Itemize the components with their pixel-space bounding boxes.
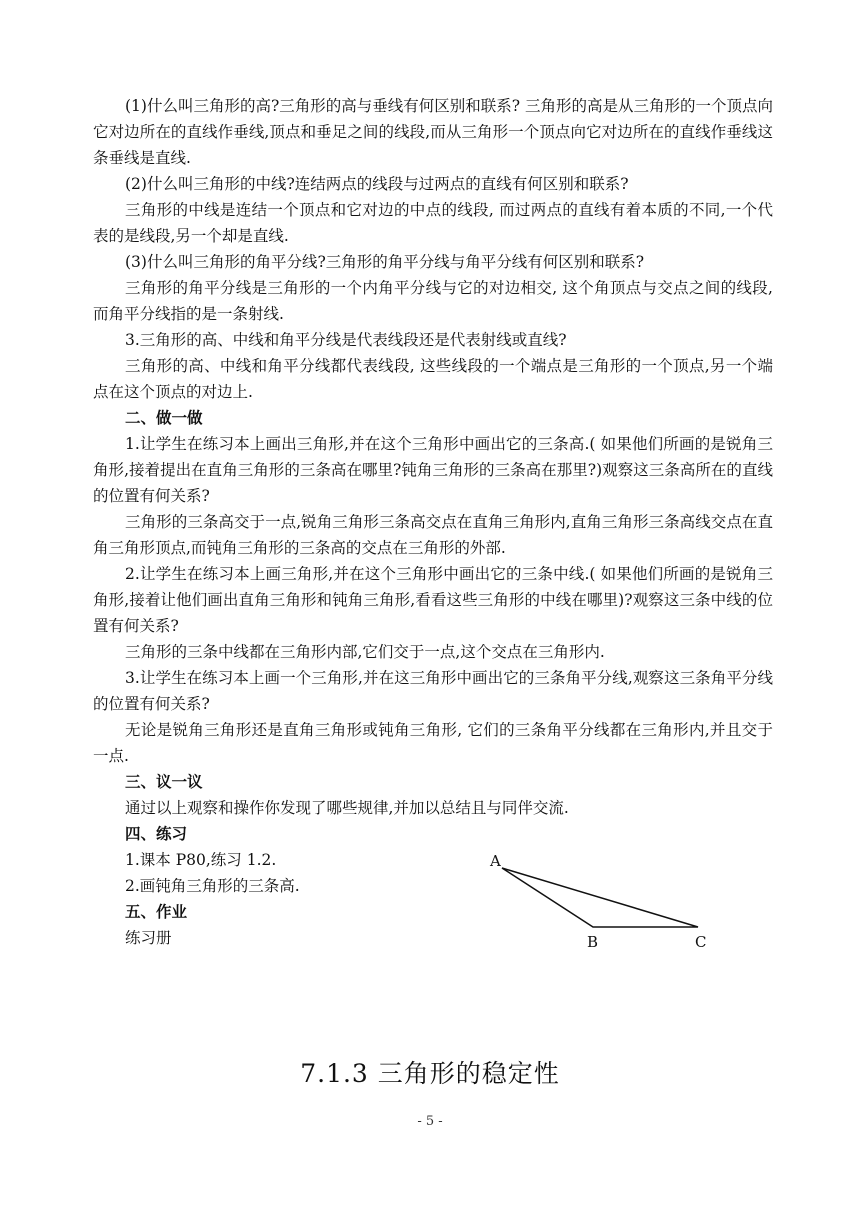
heading-do: 二、做一做 (125, 409, 203, 427)
question-median: (2)什么叫三角形的中线?连结两点的线段与过两点的直线有何区别和联系? (125, 175, 629, 193)
obtuse-triangle-figure (486, 848, 716, 958)
heading-homework: 五、作业 (125, 903, 188, 921)
answer-altitudes: 三角形的三条高交于一点,锐角三角形三条高交点在直角三角形内,直角三角形三条高线交点在直角三角形顶点,而钝角三角形的三条高的交点在三角形的外部. (93, 513, 773, 557)
activity-bisectors: 3.让学生在练习本上画一个三角形,并在这三角形中画出它的三条角平分线,观察这三条角平分线的位置有何关系? (93, 669, 773, 713)
question-segment-type: 3.三角形的高、中线和角平分线是代表线段还是代表射线或直线? (125, 331, 567, 349)
vertex-label-a: A (490, 852, 501, 870)
answer-segment-type: 三角形的高、中线和角平分线都代表线段, 这些线段的一个端点是三角形的一个顶点,另一个端点在这个顶点的对边上. (93, 357, 773, 401)
vertex-label-b: B (587, 933, 599, 951)
practice-item-2: 2.画钝角三角形的三条高. (125, 877, 300, 895)
question-bisector: (3)什么叫三角形的角平分线?三角形的角平分线与角平分线有何区别和联系? (125, 253, 645, 271)
answer-bisector: 三角形的角平分线是三角形的一个内角平分线与它的对边相交, 这个角顶点与交点之间的线段,而角平分线指的是一条射线. (93, 279, 773, 323)
practice-item-1: 1.课本 P80,练习 1.2. (125, 851, 277, 869)
answer-medians: 三角形的三条中线都在三角形内部,它们交于一点,这个交点在三角形内. (125, 643, 605, 661)
answer-bisectors: 无论是锐角三角形还是直角三角形或钝角三角形, 它们的三条角平分线都在三角形内,并且交于一点. (93, 721, 773, 765)
discuss-text: 通过以上观察和操作你发现了哪些规律,并加以总结且与同伴交流. (125, 799, 569, 817)
activity-medians: 2.让学生在练习本上画三角形,并在这个三角形中画出它的三条中线.( 如果他们所画的是锐角三角形,接着让他们画出直角三角形和钝角三角形,看看这些三角形的中线在哪里)?观察这三条中线的位置有何关系? (93, 565, 773, 635)
question-altitude: (1)什么叫三角形的高?三角形的高与垂线有何区别和联系? 三角形的高是从三角形的一个顶点向它对边所在的直线作垂线,顶点和垂足之间的线段,而从三角形一个顶点向它对边所在的直线作垂线这条垂线是直线. (93, 97, 774, 167)
homework-text: 练习册 (125, 929, 172, 947)
vertex-label-c: C (695, 933, 707, 951)
heading-discuss: 三、议一议 (125, 773, 203, 791)
page-number: - 5 - (417, 1114, 443, 1129)
activity-altitudes: 1.让学生在练习本上画出三角形,并在这个三角形中画出它的三条高.( 如果他们所画的是锐角三角形,接着提出在直角三角形的三条高在哪里?钝角三角形的三条高在那里?)观察这三条高所在的直线的位置有何关系? (93, 435, 773, 505)
body-text (93, 93, 773, 951)
triangle-abc (502, 868, 698, 927)
answer-median: 三角形的中线是连结一个顶点和它对边的中点的线段, 而过两点的直线有着本质的不同,一个代表的是线段,另一个却是直线. (93, 201, 773, 245)
triangle-diagram (486, 848, 716, 958)
heading-practice: 四、练习 (125, 825, 188, 843)
section-title: 7.1.3 三角形的稳定性 (300, 1059, 560, 1088)
